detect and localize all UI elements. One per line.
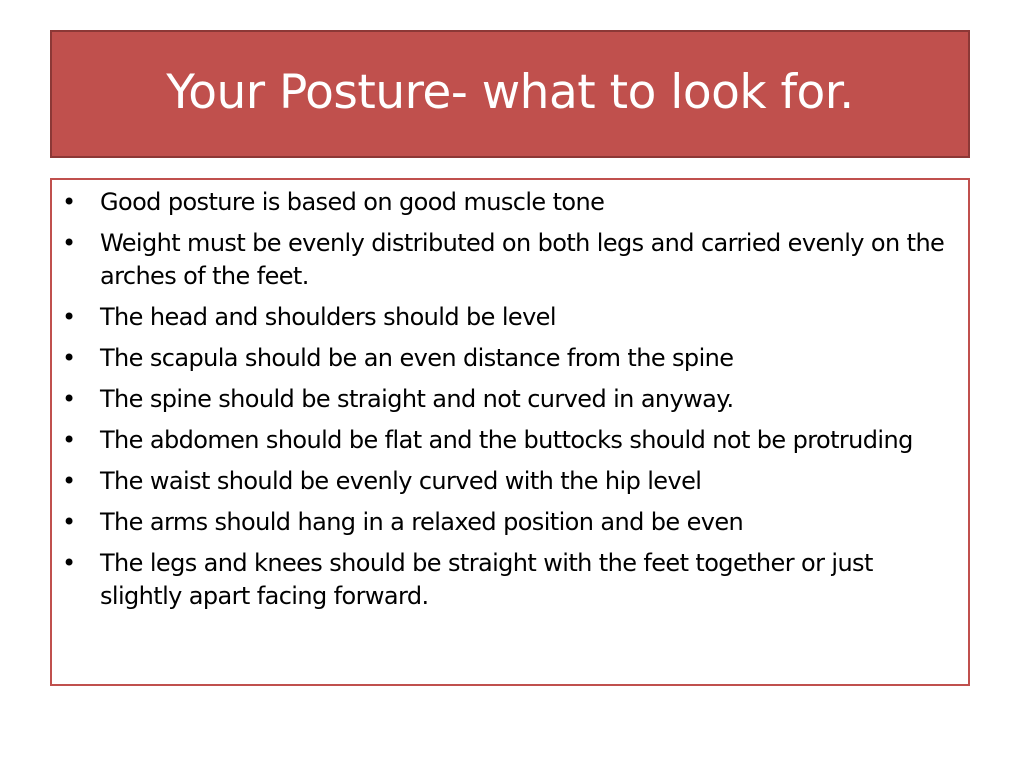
bullet-icon: • — [62, 188, 76, 216]
bullet-icon: • — [62, 344, 76, 372]
bullet-icon: • — [62, 426, 76, 454]
bullet-text: The head and shoulders should be level — [100, 303, 556, 331]
bullet-text: The abdomen should be flat and the buttocks should not be protruding — [100, 426, 913, 454]
bullet-item — [60, 227, 954, 293]
bullet-icon: • — [62, 229, 76, 257]
bullet-item — [60, 301, 954, 334]
bullet-icon: • — [62, 549, 76, 577]
bullet-item — [60, 342, 954, 375]
slide-title: Your Posture- what to look for. — [166, 64, 854, 120]
bullet-icon: • — [62, 508, 76, 536]
bullet-item — [60, 186, 954, 219]
bullet-text: The legs and knees should be straight with the feet together or just slightly apart facing forward. — [100, 549, 873, 610]
bullet-item — [60, 547, 954, 613]
bullet-item — [60, 424, 954, 457]
bullet-text: The spine should be straight and not curved in anyway. — [100, 385, 734, 413]
bullet-item — [60, 465, 954, 498]
content-box — [50, 178, 970, 686]
bullet-text: Good posture is based on good muscle tone — [100, 188, 605, 216]
bullet-icon: • — [62, 385, 76, 413]
bullet-item — [60, 383, 954, 416]
bullet-text: The arms should hang in a relaxed position and be even — [100, 508, 744, 536]
bullet-item — [60, 506, 954, 539]
bullet-icon: • — [62, 303, 76, 331]
bullet-text: The waist should be evenly curved with the hip level — [100, 467, 702, 495]
bullet-text: Weight must be evenly distributed on both legs and carried evenly on the arches of the feet. — [100, 229, 945, 290]
title-banner — [50, 30, 970, 158]
bullet-text: The scapula should be an even distance from the spine — [100, 344, 734, 372]
bullet-icon: • — [62, 467, 76, 495]
bullet-list — [52, 180, 968, 613]
